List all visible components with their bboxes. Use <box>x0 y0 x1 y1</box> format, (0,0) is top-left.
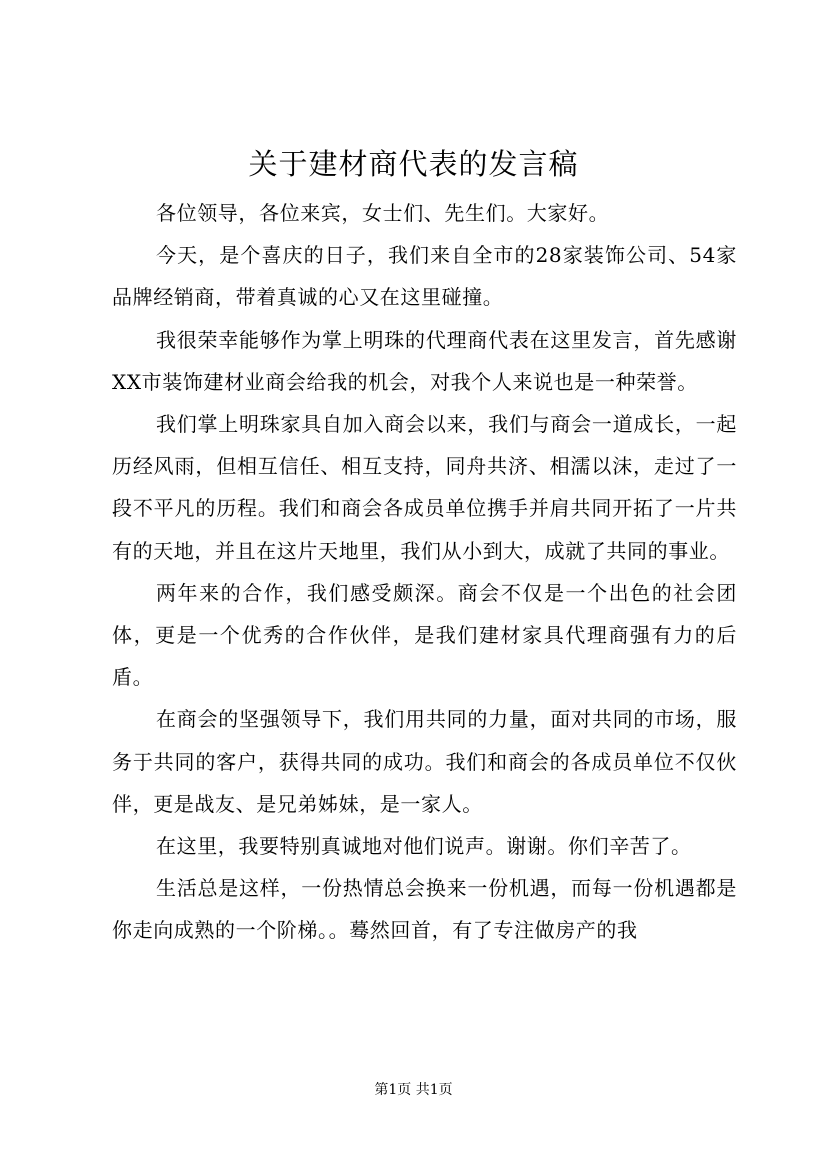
paragraph: 各位领导，各位来宾，女士们、先生们。大家好。 <box>156 201 610 225</box>
document-title: 关于建材商代表的发言稿 <box>248 147 579 181</box>
paragraph: 在这里，我要特别真诚地对他们说声。谢谢。你们辛苦了。 <box>156 834 692 859</box>
document-body <box>112 192 737 952</box>
paragraph: 我们掌上明珠家具自加入商会以来，我们与商会一道成长，一起历经风雨，但相互信任、相互支持，同舟共济、相濡以沫，走过了一段不平凡的历程。我们和商会各成员单位携手并肩共同开拓了一片共有的天地，并且在这片天地里，我们从小到大，成就了共同的事业。 <box>112 412 737 563</box>
paragraph: 在商会的坚强领导下，我们用共同的力量，面对共同的市场，服务于共同的客户，获得共同的成功。我们和商会的各成员单位不仅伙伴，更是战友、是兄弟姊妹，是一家人。 <box>112 707 737 816</box>
paragraph: 生活总是这样，一份热情总会换来一份机遇，而每一份机遇都是你走向成熟的一个阶梯。。蓦然回首，有了专注做房产的我 <box>112 876 737 943</box>
paragraph: 两年来的合作，我们感受颇深。商会不仅是一个出色的社会团体，更是一个优秀的合作伙伴，是我们建材家具代理商强有力的后盾。 <box>112 580 737 690</box>
paragraph: 我很荣幸能够作为掌上明珠的代理商代表在这里发言，首先感谢XX市装饰建材业商会给我的机会，对我个人来说也是一种荣誉。 <box>112 327 737 394</box>
page-footer: 第1页 共1页 <box>374 1082 453 1098</box>
paragraph: 今天，是个喜庆的日子，我们来自全市的28家装饰公司、54家品牌经销商，带着真诚的心又在这里碰撞。 <box>112 243 737 310</box>
